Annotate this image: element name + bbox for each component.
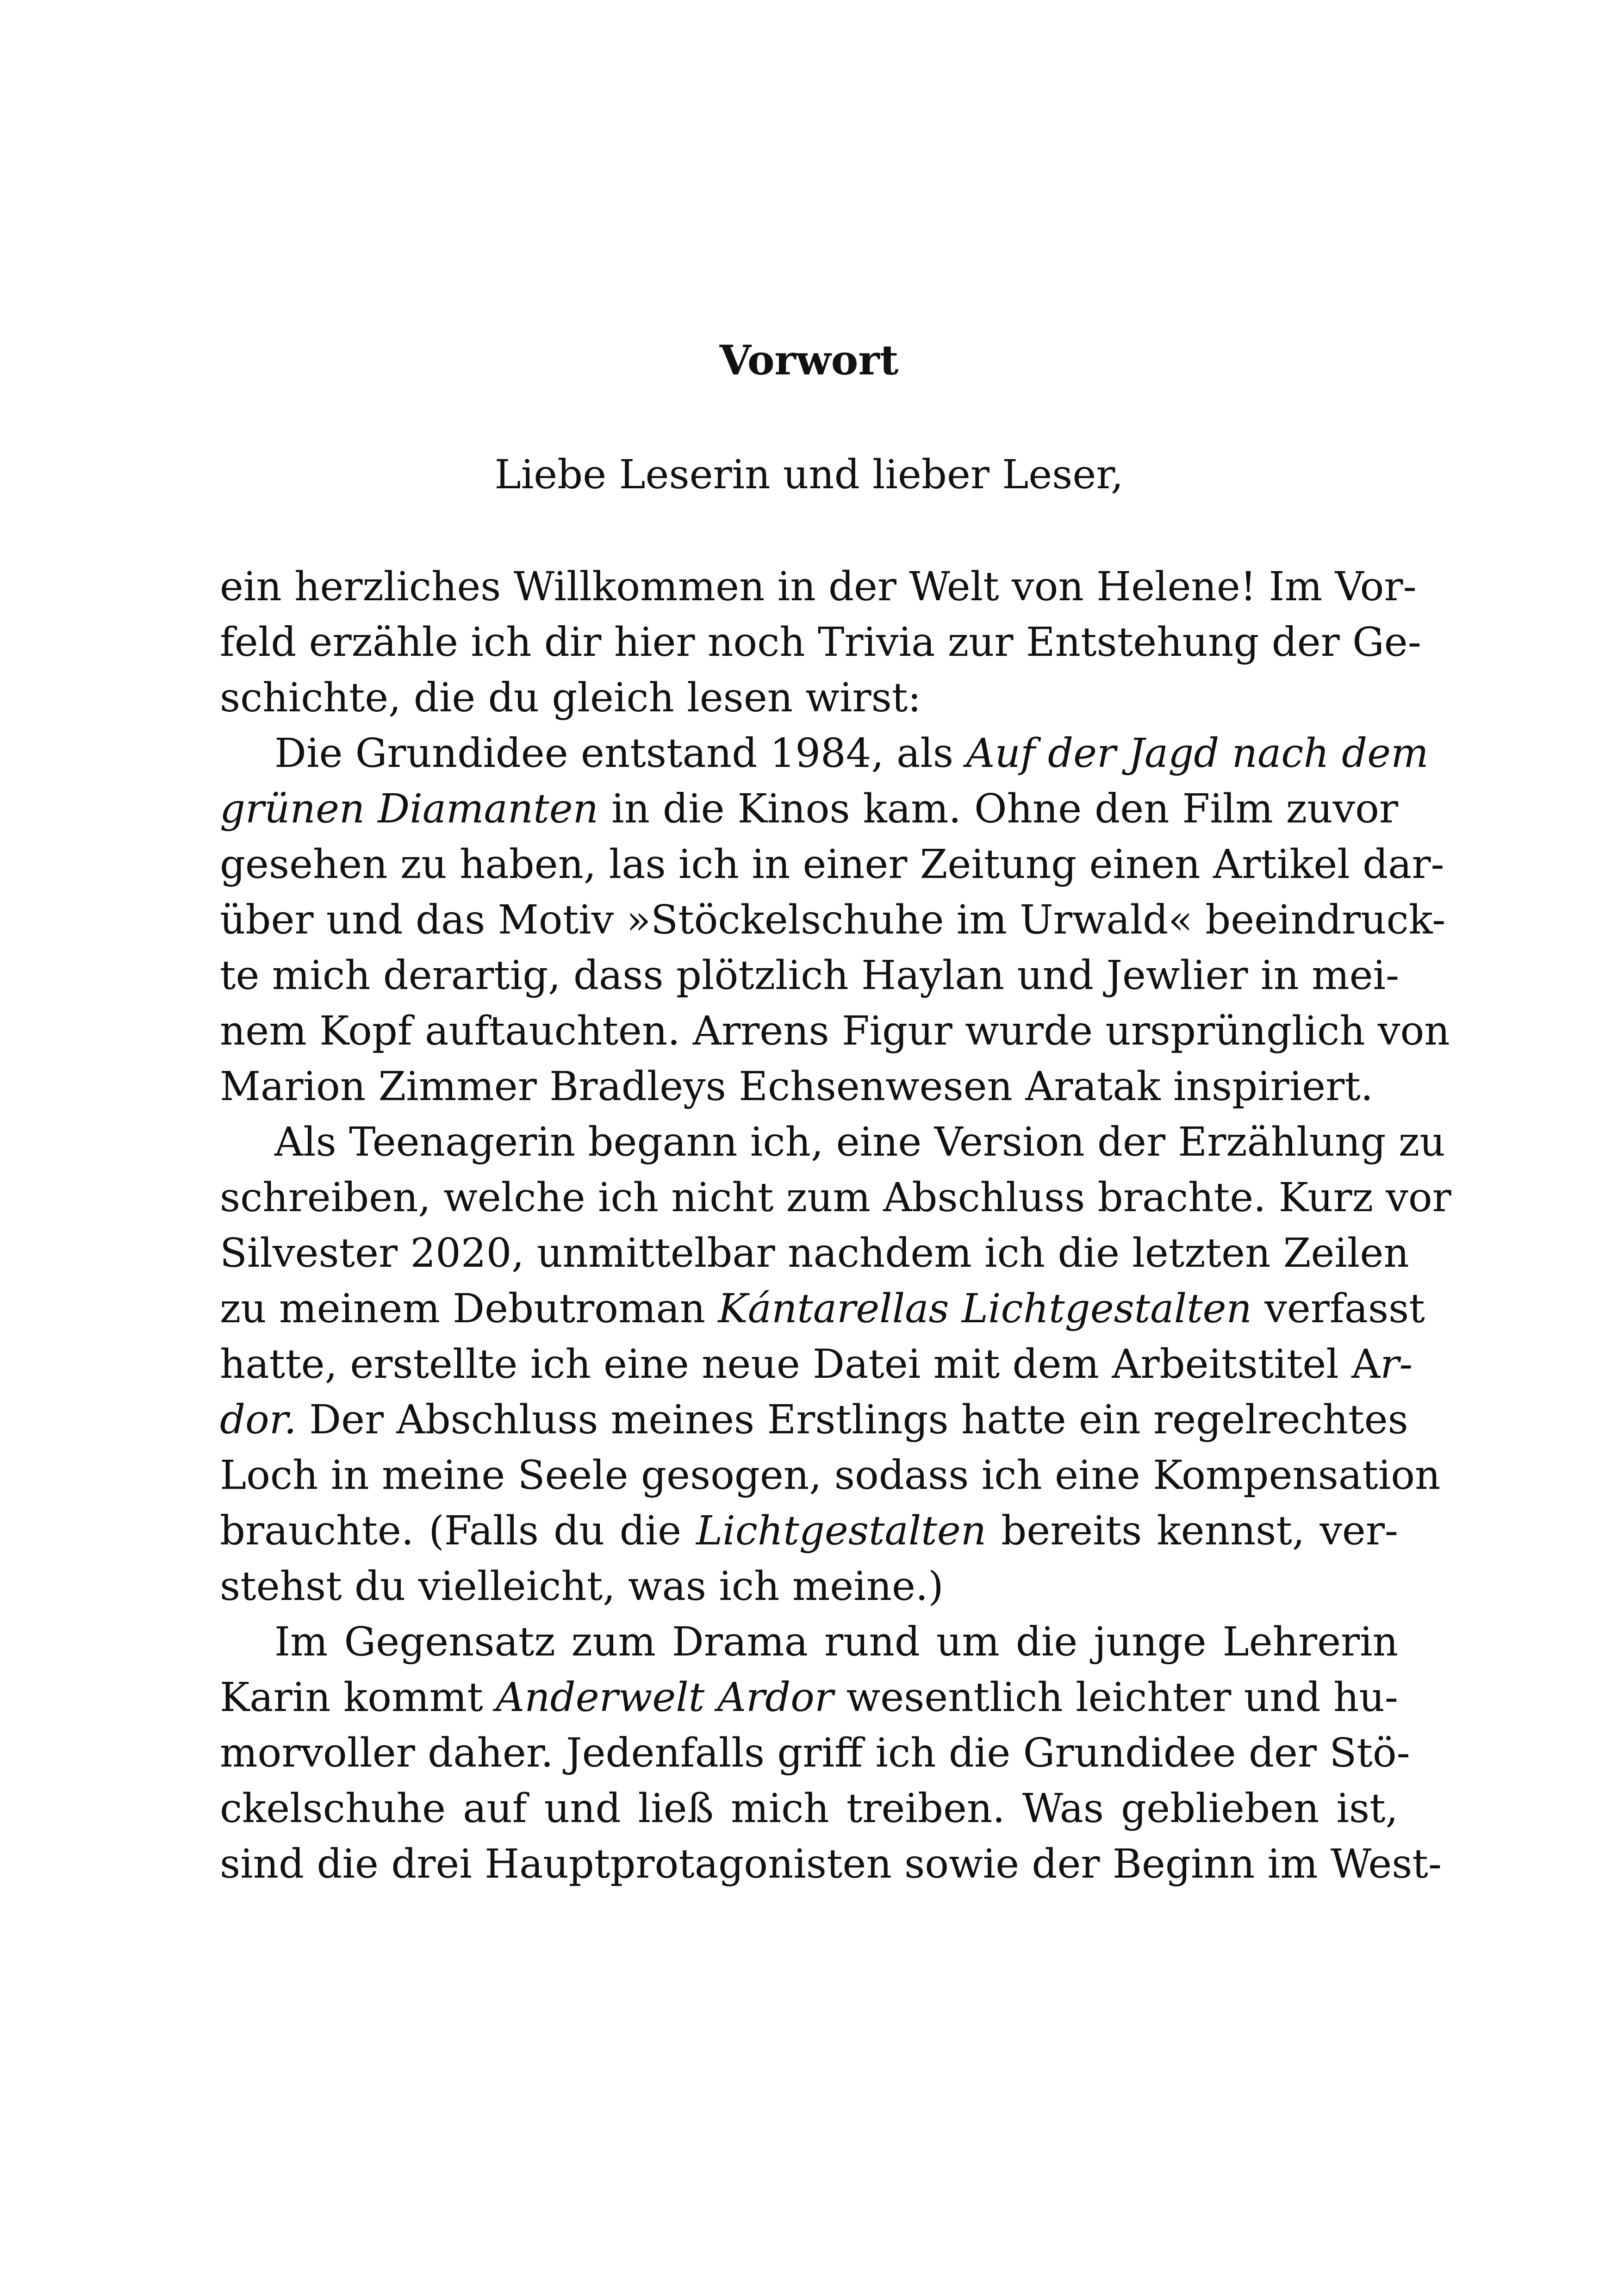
- text-line: grünen Diamanten in die Kinos kam. Ohne den Film zuvor: [220, 786, 1398, 832]
- italic-title: r-: [1380, 1341, 1413, 1388]
- italic-title: Kántarellas Lichtgestalten: [718, 1286, 1252, 1332]
- text-line: stehst du vielleicht, was ich meine.): [220, 1563, 944, 1610]
- text-line: schichte, die du gleich lesen wirst:: [220, 675, 921, 721]
- text-line: Die Grundidee entstand 1984, als Auf der Jagd nach dem: [274, 730, 1429, 777]
- text-line: feld erzähle ich dir hier noch Trivia zur Entstehung der Ge-: [220, 619, 1421, 666]
- italic-title: Anderwelt Ardor: [496, 1674, 834, 1721]
- text-line: über und das Motiv »Stöckelschuhe im Urwald« beeindruck-: [220, 897, 1446, 943]
- italic-title: dor.: [220, 1397, 297, 1443]
- italic-title: Auf der Jagd nach dem: [966, 730, 1429, 777]
- text-line: Marion Zimmer Bradleys Echsenwesen Aratak inspiriert.: [220, 1064, 1374, 1110]
- chapter-title: Vorwort: [719, 336, 899, 384]
- italic-title: grünen Diamanten: [220, 786, 599, 832]
- text-line: hatte, erstellte ich eine neue Datei mit dem Arbeitstitel Ar-: [220, 1341, 1413, 1388]
- text-line: te mich derartig, dass plötzlich Haylan und Jewlier in mei-: [220, 952, 1400, 999]
- text-line: Loch in meine Seele gesogen, sodass ich eine Kompensation: [220, 1452, 1441, 1499]
- text-line: schreiben, welche ich nicht zum Abschluss brachte. Kurz vor: [220, 1175, 1451, 1221]
- body-text: [220, 559, 1451, 1892]
- text-line: ein herzliches Willkommen in der Welt von Helene! Im Vor-: [220, 564, 1417, 610]
- text-line: nem Kopf auftauchten. Arrens Figur wurde ursprünglich von: [220, 1008, 1450, 1054]
- text-line: zu meinem Debutroman Kántarellas Lichtgestalten verfasst: [220, 1286, 1425, 1332]
- text-line: gesehen zu haben, las ich in einer Zeitung einen Artikel dar-: [220, 841, 1444, 888]
- text-line: Silvester 2020, unmittelbar nachdem ich die letzten Zeilen: [220, 1230, 1409, 1276]
- text-line: brauchte. (Falls du die Lichtgestalten bereits kennst, ver-: [220, 1508, 1398, 1554]
- text-line: sind die drei Hauptprotagonisten sowie der Beginn im West-: [220, 1841, 1442, 1887]
- italic-title: Lichtgestalten: [696, 1508, 987, 1554]
- text-line: morvoller daher. Jedenfalls griff ich die Grundidee der Stö-: [220, 1730, 1410, 1776]
- salutation: Liebe Leserin und lieber Leser,: [494, 452, 1124, 498]
- text-line: Karin kommt Anderwelt Ardor wesentlich leichter und hu-: [220, 1674, 1398, 1721]
- text-line: Als Teenagerin begann ich, eine Version der Erzählung zu: [274, 1119, 1445, 1165]
- text-line: Im Gegensatz zum Drama rund um die junge Lehrerin: [274, 1619, 1398, 1665]
- text-line: dor. Der Abschluss meines Erstlings hatte ein regelrechtes: [220, 1397, 1408, 1443]
- text-line: ckelschuhe auf und ließ mich treiben. Was geblieben ist,: [220, 1786, 1398, 1832]
